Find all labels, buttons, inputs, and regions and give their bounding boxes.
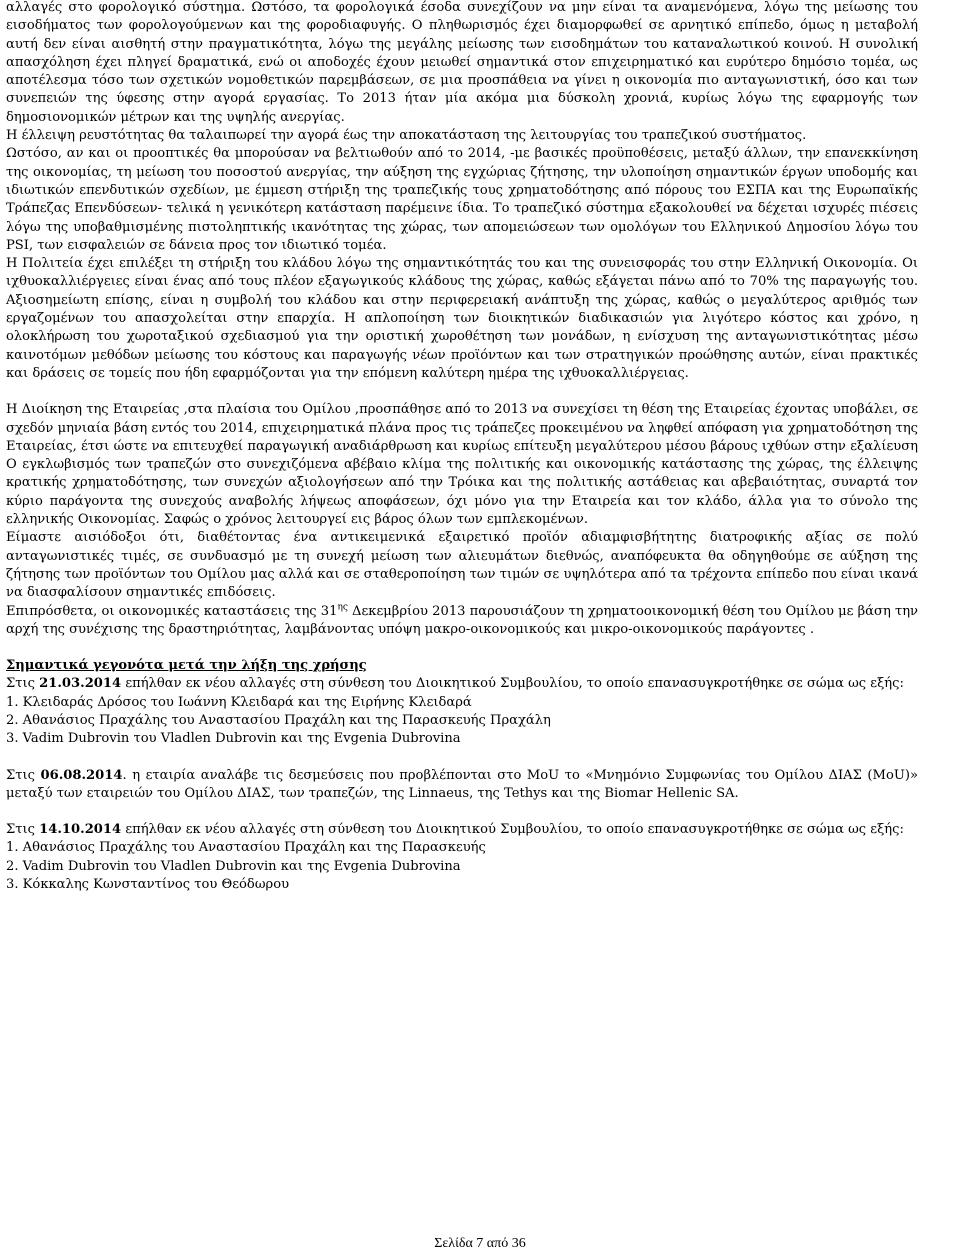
event-3-item-1: 1. Αθανάσιος Πραχάλης του Αναστασίου Πραχάλη και της Παρασκευής <box>6 840 486 856</box>
paragraph-going-concern <box>6 603 918 640</box>
event-1-item-3: 3. Vadim Dubrovin του Vladlen Dubrovin και της Evgenia Dubrovina <box>6 731 461 747</box>
spacer <box>6 803 918 821</box>
event-3-date: 14.10.2014 <box>39 822 122 838</box>
spacer <box>6 639 918 657</box>
event-3-text: επήλθαν εκ νέου αλλαγές στη σύνθεση του Διοικητικού Συμβουλίου, το οποίο επανασυγκροτήθηκε σε σώμα ως εξής: <box>121 822 904 838</box>
event-2-text: . η εταιρία αναλάβε τις δεσμεύσεις που προβλέπονται στο MoU το «Μνημόνιο Συμφωνίας του Ομίλου ΔΙΑΣ (MoU)» μεταξύ των εταιρειών του Ομίλου ΔΙΑΣ, των τραπεζών, της Linnaeus, της Tethys και της Biomar Hellenic SA. <box>6 767 918 801</box>
paragraph-management: Η Διοίκηση της Εταιρείας ,στα πλαίσια του Ομίλου ,προσπάθησε από το 2013 να συνεχίσει τη θέση της Εταιρείας έχοντας υποβάλει, σε σχεδόν μηνιαία βάση εντός του 2014, επιχειρηματικά πλάνα προς τις τράπεζες προκειμένου να ληφθεί απόφαση για χρηματοδότηση της Εταιρείας, έτσι ώστε να επιτευχθεί παραγωγική αναδιάρθρωση και κυρίως επίτευξη μεγαλύτερου μέσου βάρους ιχθύων στην εξαλίευση Ο εγκλωβισμός των τραπεζών στο συνεχιζόμενα αβέβαιο κλίμα της πολιτικής και οικονομικής κατάστασης της χώρας, της έλλειψης κρατικής χρηματοδότησης, των συνεχών αξιολογήσεων από την Τρόικα και της πολιτικής αστάθειας και αβεβαιότητας, συναρτά τον κύριο παράγοντα της συνεχούς αναβολής λήψεως αποφάσεων, όχι μόνο για την Εταιρεία και τον κλάδο, άλλα για το σύνολο της ελληνικής Οικονομίας. Σαφώς ο χρόνος λειτουργεί εις βάρος όλων των εμπλεκομένων. <box>6 402 918 528</box>
paragraph-state-support: Η Πολιτεία έχει επιλέξει τη στήριξη του κλάδου λόγω της σημαντικότητάς του και της συνεισφοράς του στην Ελληνική Οικονομία. Οι ιχθυοκαλλιέργειες είναι ένας από τους πλέον εξαγωγικούς κλάδους της χώρας, καθώς εξάγεται πάνω από το 70% της παραγωγής του. Αξιοσημείωτη επίσης, είναι η συμβολή του κλάδου και στην περιφερειακή ανάπτυξη της χώρας, καθώς ο μεγαλύτερος αριθμός των εργαζομένων του απασχολείται στην επαρχία. Η απλοποίηση των διοικητικών διαδικασιών για λιγότερο κόστος και χρόνο, η ολοκλήρωση του χωροταξικού σχεδιασμού για την οριστική χωροθέτηση των μονάδων, η ενίσχυση της ανταγωνιστικότητας μέσω καινοτόμων μεθόδων μείωσης του κόστους και παραγωγής νέων προϊόντων και των στρατηγικών προώθησης αυτών, είναι πρακτικές και δράσεις σε τομείς που ήδη εφαρμόζονται για την επόμενη καλύτερη ημέρα της ιχθυοκαλλιέργειας. <box>6 256 918 381</box>
event-3 <box>6 821 918 839</box>
document-body <box>6 0 918 894</box>
event-3-item-2: 2. Vadim Dubrovin του Vladlen Dubrovin και της Evgenia Dubrovina <box>6 858 461 874</box>
event-3-item-3: 3. Κόκκαλης Κωνσταντίνος του Θεόδωρου <box>6 877 290 893</box>
paragraph-liquidity: Η έλλειψη ρευστότητας θα ταλαιπωρεί την αγορά έως την αποκατάσταση της λειτουργίας του τραπεζικού συστήματος. <box>6 128 807 144</box>
event-1-prefix: Στις <box>6 676 40 692</box>
going-concern-text-b: Δεκεμβρίου 2013 παρουσιάζουν τη χρηματοοικονομική θέση του Ομίλου με βάση την αρχή της συνέχισης της δραστηριότητας, λαμβάνοντας υπόψη μακρο-οικονομικούς και μικρο-οικονομικούς παράγοντες . <box>6 603 918 637</box>
event-1 <box>6 675 918 693</box>
paragraph-economy: αλλαγές στο φορολογικό σύστημα. Ωστόσο, τα φορολογικά έσοδα συνεχίζουν να μην είναι τα αναμενόμενα, λόγω της μείωσης του εισοδήματος των φορολογούμενων και της φοροδιαφυγής. Ο πληθωρισμός έχει διαμορφωθεί σε αρνητικό επίπεδο, όμως η μεταβολή αυτή δεν είναι αισθητή στην πραγματικότητα, λόγω της μεγάλης μείωσης των εισοδημάτων του καταναλωτικού κοινού. Η συνολική απασχόληση έχει πληγεί δραματικά, ενώ οι αποδοχές έχουν μειωθεί σημαντικά στον επιχειρηματικό και ευρύτερο δημόσιο τομέα, ως αποτέλεσμα τόσο των σχετικών νομοθετικών παρεμβάσεων, σε μια προσπάθεια να γίνει η οικονομία πιο ανταγωνιστική, όσο και των συνεπειών της ύφεσης στην αγορά εργασίας. Το 2013 ήταν μία ακόμα μια δύσκολη χρονιά, κυρίως λόγω της εφαρμογής των δημοσιονομικών μέτρων και της υψηλής ανεργίας. <box>6 0 918 125</box>
event-2-prefix: Στις <box>6 767 41 783</box>
event-2-date: 06.08.2014 <box>40 767 123 783</box>
spacer <box>6 749 918 767</box>
going-concern-text-a: Επιπρόσθετα, οι οικονομικές καταστάσεις της 31 <box>6 603 338 619</box>
event-1-date: 21.03.2014 <box>39 676 122 692</box>
event-2 <box>6 767 918 804</box>
page-number: Σελίδα 7 από 36 <box>434 1236 526 1251</box>
event-1-text: επήλθαν εκ νέου αλλαγές στη σύνθεση του Διοικητικού Συμβουλίου, το οποίο επανασυγκροτήθηκε σε σώμα ως εξής: <box>121 676 904 692</box>
ordinal-suffix: ης <box>337 602 348 613</box>
section-heading: Σημαντικά γεγονότα μετά την λήξη της χρήσης <box>6 658 367 674</box>
event-3-prefix: Στις <box>6 822 40 838</box>
event-1-item-1: 1. Κλειδαράς Δρόσος του Ιωάννη Κλειδαρά και της Ειρήνης Κλειδαρά <box>6 694 472 710</box>
event-1-item-2: 2. Αθανάσιος Πραχάλης του Αναστασίου Πραχάλη και της Παρασκευής Πραχάλη <box>6 712 551 728</box>
spacer <box>6 383 918 401</box>
paragraph-prospects: Ωστόσο, αν και οι προοπτικές θα μπορούσαν να βελτιωθούν από το 2014, -με βασικές προϋποθέσεις, μεταξύ άλλων, την επανεκκίνηση της οικονομίας, τη μείωση του ποσοστού ανεργίας, την αύξηση της εγχώριας ζήτησης, την υλοποίηση σημαντικών έργων υποδομής και ιδιωτικών επενδυτικών σχεδίων, με έμμεση στήριξη της τραπεζικής τους χρηματοδότησης από πόρους του ΕΣΠΑ και της Ευρωπαϊκής Τράπεζας Επενδύσεων- τελικά η γενικότερη κατάσταση παρέμεινε ίδια. Το τραπεζικό σύστημα εξακολουθεί να δέχεται ισχυρές πιέσεις λόγω της υποβαθμισμένης πιστοληπτικής ικανότητας της χώρας, των απομειώσεων των ομολόγων του Ελληνικού Δημοσίου λόγω του PSI, των εισφαλειών σε δάνεια προς τον ιδιωτικό τομέα. <box>6 146 918 253</box>
paragraph-optimism: Είμαστε αισιόδοξοι ότι, διαθέτοντας ένα αντικειμενικά εξαιρετικό προϊόν αδιαμφισβήτητης διατροφικής αξίας σε πολύ ανταγωνιστικές τιμές, σε συνδυασμό με τη συνεχή μείωση των αλιευμάτων διεθνώς, αναπόφευκτα θα οδηγηθούμε σε αύξηση της ζήτησης των προϊόντων του Ομίλου μας αλλά και σε σταθεροποίηση των τιμών σε υψηλότερα από τα τρέχοντα επίπεδο που είναι ικανά να διασφαλίσουν σημαντικές επιδόσεις. <box>6 530 918 601</box>
